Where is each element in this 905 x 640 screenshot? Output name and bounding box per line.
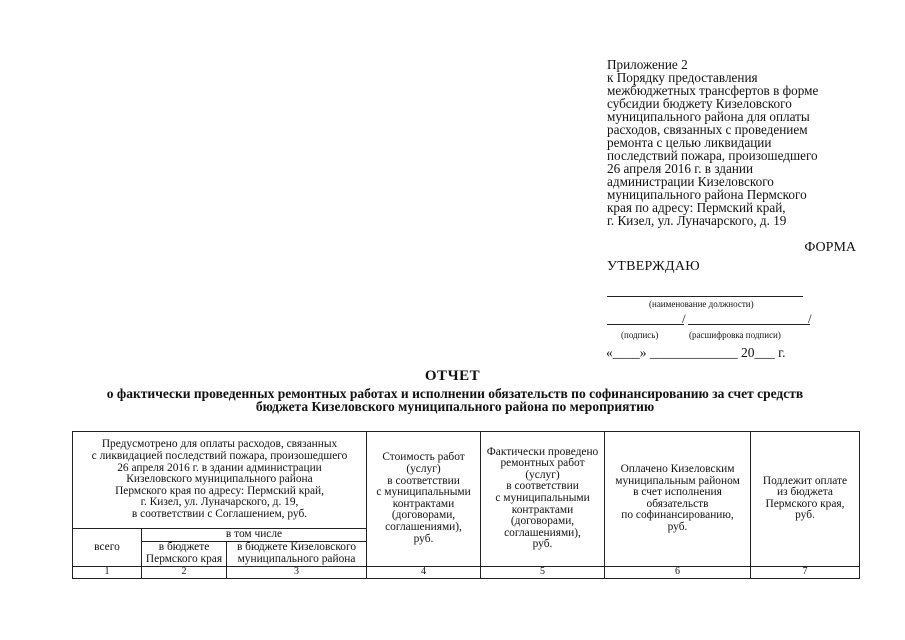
header-line: (договорами, (510, 515, 575, 528)
kizel-budget-header (227, 541, 367, 566)
decoding-line (688, 324, 810, 325)
header-line: Стоимость работ (382, 451, 465, 464)
report-table (72, 431, 860, 579)
header-line: муниципальным районом (615, 474, 740, 487)
header-line: в соответствии (387, 474, 460, 487)
signature-slash: / (682, 311, 686, 326)
header-line: Предусмотрено для оплаты расходов, связанных (101, 438, 338, 451)
header-line: с муниципальными (495, 492, 590, 504)
including-header: в том числе (142, 529, 367, 542)
position-line (607, 296, 803, 297)
paid-header (605, 432, 751, 567)
total-header: всего (73, 529, 142, 567)
report-subtitle-line: бюджета Кизеловского муниципального района по мероприятию (255, 399, 655, 414)
column-number: 1 (73, 566, 142, 578)
signature-line (607, 324, 684, 325)
header-line: в счет исполнения (633, 486, 722, 499)
header-line: контрактами (392, 497, 455, 510)
header-line: обязательств (646, 497, 709, 510)
header-line: (договорами, (391, 509, 456, 522)
column-number: 5 (481, 566, 605, 578)
header-line: (услуг) (406, 463, 441, 476)
approval-date: «____» _____________ 20___ г. (606, 345, 786, 360)
appendix-line: последствий пожара, произошедшего (607, 148, 818, 163)
header-line: руб. (413, 532, 434, 545)
header-line: соглашениями), (385, 520, 462, 533)
position-caption: (наименование должности) (649, 299, 754, 309)
cost-header (367, 432, 481, 567)
header-line: Фактически проведено (486, 445, 599, 458)
appendix-line: межбюджетных трансфертов в форме (607, 83, 819, 98)
appendix-line: муниципального района Пермского (607, 187, 807, 202)
column-number: 6 (605, 566, 751, 578)
appendix-line: г. Кизел, ул. Луначарского, д. 19 (607, 213, 787, 228)
column-number: 4 (367, 566, 481, 578)
header-line: соглашениями), (504, 526, 581, 539)
header-line: руб. (532, 538, 553, 551)
actual-works-header (481, 432, 605, 567)
header-line: Пермского края (145, 552, 223, 565)
header-line: Пермского края, (765, 497, 845, 510)
header-line: из бюджета (777, 486, 833, 499)
column-number: 2 (142, 566, 227, 578)
header-line: в бюджете (158, 541, 210, 553)
report-subtitle (30, 387, 880, 413)
header-line: руб. (795, 509, 815, 522)
approval-title: УТВЕРЖДАЮ (607, 259, 700, 274)
report-subtitle-line: о фактически проведенных ремонтных работах и исполнении обязательств по софинансированию за счет средств (106, 386, 804, 401)
decoding-slash: / (808, 311, 812, 326)
header-line: контрактами (511, 503, 574, 516)
header-line: 26 апреля 2016 г. в здании администрации (117, 461, 322, 474)
decoding-caption: (расшифровка подписи) (689, 330, 781, 340)
report-title: ОТЧЕТ (424, 368, 481, 384)
appendix-line: Приложение 2 (607, 57, 688, 72)
header-line: с муниципальными (376, 486, 471, 499)
header-line: в бюджете Кизеловского (236, 541, 357, 553)
column-number: 3 (227, 566, 367, 578)
appendix-line: администрации Кизеловского (607, 174, 774, 189)
payable-header (751, 432, 860, 567)
perm-budget-header (142, 541, 227, 566)
appendix-line: расходов, связанных с проведением (607, 122, 808, 137)
form-label: ФОРМА (804, 240, 856, 255)
planned-header (73, 432, 367, 529)
header-line: Кизеловского муниципального района (126, 473, 313, 486)
header-line: (услуг) (525, 468, 560, 481)
appendix-block (607, 58, 867, 227)
appendix-line: субсидии бюджету Кизеловского (607, 96, 792, 111)
appendix-line: 26 апреля 2016 г. в здании (607, 161, 754, 176)
header-line: в соответствии с Соглашением, руб. (131, 507, 308, 520)
header-line: Пермского края по адресу: Пермский край, (115, 484, 324, 497)
column-number: 7 (751, 566, 860, 578)
header-line: г. Кизел, ул. Луначарского, д. 19, (140, 496, 299, 509)
header-line: муниципального района (237, 552, 356, 565)
appendix-line: муниципального района для оплаты (607, 109, 810, 124)
appendix-line: к Порядку предоставления (607, 70, 758, 85)
header-line: по софинансированию, (621, 509, 734, 522)
header-line: Подлежит оплате (762, 474, 848, 487)
appendix-line: края по адресу: Пермский край, (607, 200, 786, 215)
header-line: руб. (667, 520, 688, 533)
header-line: Оплачено Кизеловским (620, 463, 735, 476)
appendix-line: ремонта с целью ликвидации (607, 135, 772, 150)
header-line: с ликвидацией последствий пожара, произошедшего (91, 450, 348, 463)
signature-caption: (подпись) (621, 330, 659, 340)
header-line: в соответствии (506, 480, 579, 493)
header-line: ремонтных работ (500, 457, 585, 470)
